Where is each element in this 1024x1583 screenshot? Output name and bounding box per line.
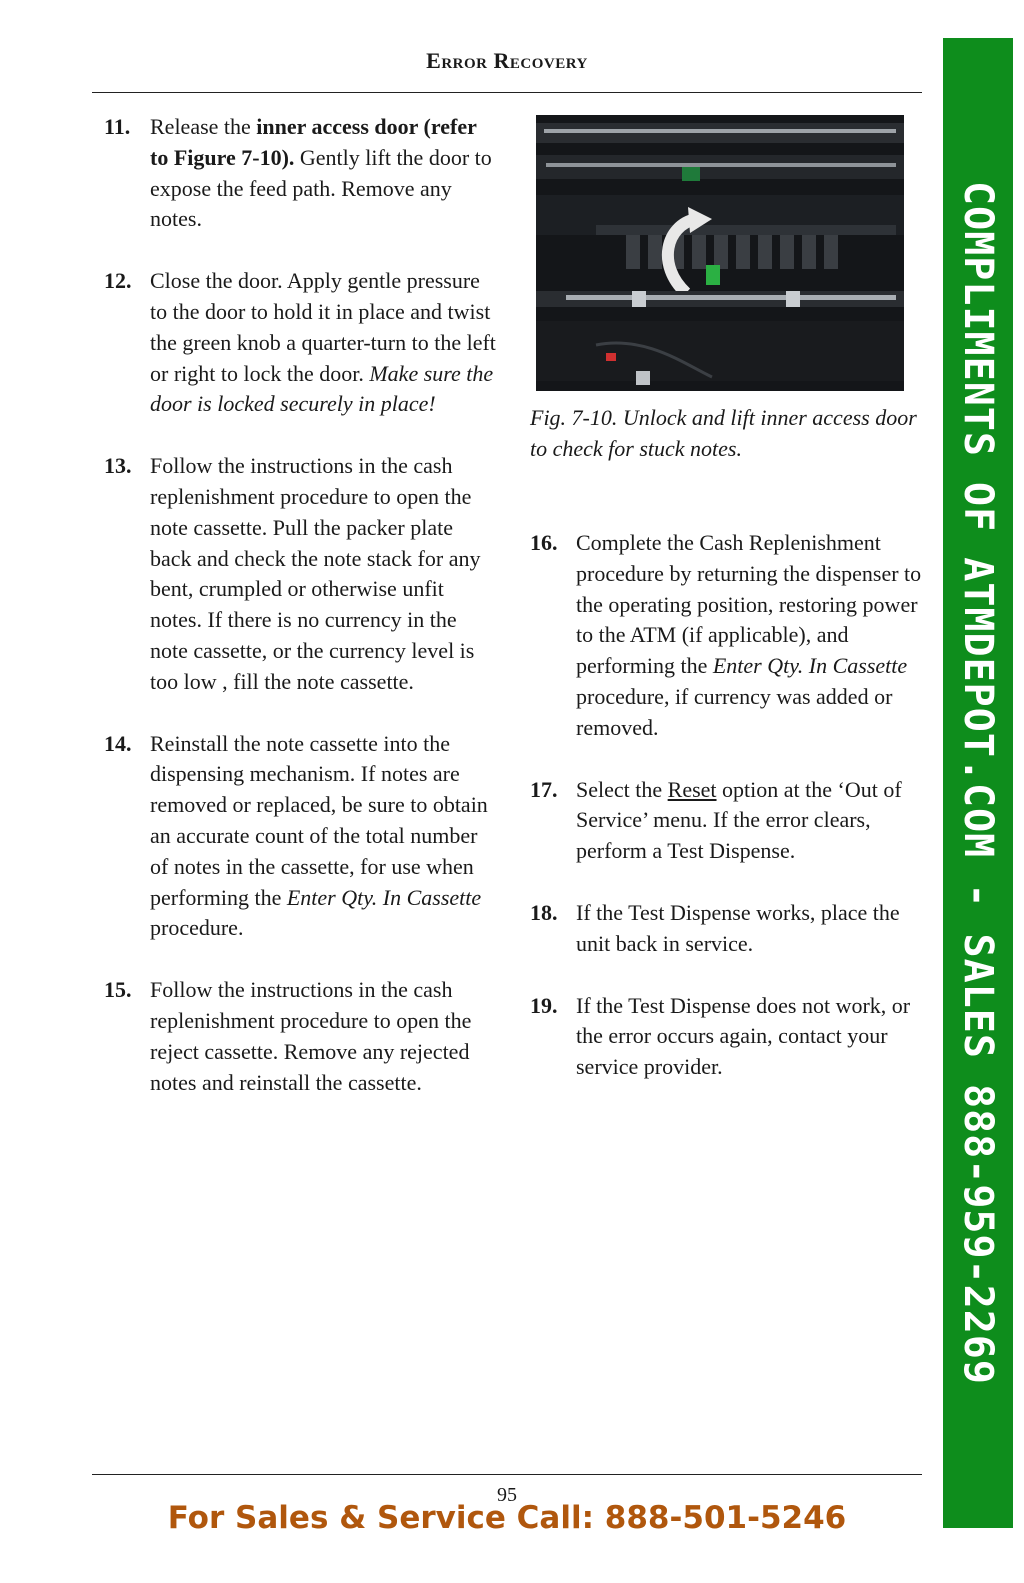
step-text: procedure. [150,915,244,941]
step-16 [530,528,922,744]
step-number: 12. [104,268,132,294]
step-number: 19. [530,992,558,1018]
promo-sidebar-text: COMPLIMENTS OF ATMDEPOT.COM - SALES 888-959-2269 [955,181,1001,1385]
step-text-italic: Enter Qty. In Cassette [712,653,908,679]
footer-rule [92,1474,922,1475]
step-text: Follow the instructions in the cash replenishment procedure to open the note cassette. Pull the packer plate back and check the note stack for any bent, crumpled or otherwise unfit notes. If there is no currency in the note cassette, or the currency level is too low , fill the note cassette. [150,453,481,694]
left-column [104,112,499,1129]
step-15 [104,975,499,1098]
step-text-italic: Make sure the door is locked securely in place! [150,360,494,417]
sales-footer: For Sales & Service Call: 888-501-5246 [167,1500,847,1536]
step-text: Close the door. Apply gentle pressure to the door to hold it in place and twist the green knob a quarter-turn to the left or right to lock the door. [150,268,496,386]
step-number: 17. [530,776,558,802]
step-number: 14. [104,730,132,756]
step-text: Gently lift the door to expose the feed path. Remove any notes. [150,144,492,232]
promo-sidebar [943,38,1013,1528]
right-column [530,528,922,1114]
step-text: Complete the Cash Replenishment procedure by returning the dispenser to the operating position, restoring power to the ATM (if applicable), and performing the [576,530,922,679]
reset-option-text: Reset [667,776,717,802]
dispenser-illustration [536,115,904,391]
step-text: If the Test Dispense does not work, or the error occurs again, contact your service provider. [576,992,911,1080]
step-text-italic: Enter Qty. In Cassette [286,884,482,910]
header-rule [92,92,922,93]
step-text: procedure, if currency was added or removed. [576,683,893,740]
step-text: Select the [576,776,668,802]
step-12 [104,266,499,420]
step-14 [104,729,499,945]
step-number: 13. [104,453,132,479]
step-text: Follow the instructions in the cash replenishment procedure to open the reject cassette. Remove any rejected notes and reinstall the cassette. [150,977,472,1095]
step-17 [530,775,922,867]
step-number: 16. [530,530,558,555]
step-13 [104,451,499,697]
page-number: 95 [497,1484,517,1506]
step-text-bold: inner access door (refer to Figure 7-10). [150,114,477,170]
figure-caption: Fig. 7-10. Unlock and lift inner access door to check for stuck notes. [530,405,917,461]
step-number: 15. [104,977,132,1003]
page-header: Error Recovery [426,48,588,73]
step-text: If the Test Dispense works, place the unit back in service. [576,899,900,956]
step-19 [530,991,922,1083]
step-text: option at the ‘Out of Service’ menu. If the error clears, perform a Test Dispense. [576,776,902,864]
step-text: Release the [150,114,257,139]
step-text: Reinstall the note cassette into the dispensing mechanism. If notes are removed or replaced, be sure to obtain an accurate count of the total number of notes in the cassette, for use when performing the [150,730,488,910]
step-18 [530,898,922,960]
step-number: 11. [104,114,131,139]
step-11 [104,112,499,235]
dispenser-photo [536,115,904,391]
step-number: 18. [530,899,558,925]
